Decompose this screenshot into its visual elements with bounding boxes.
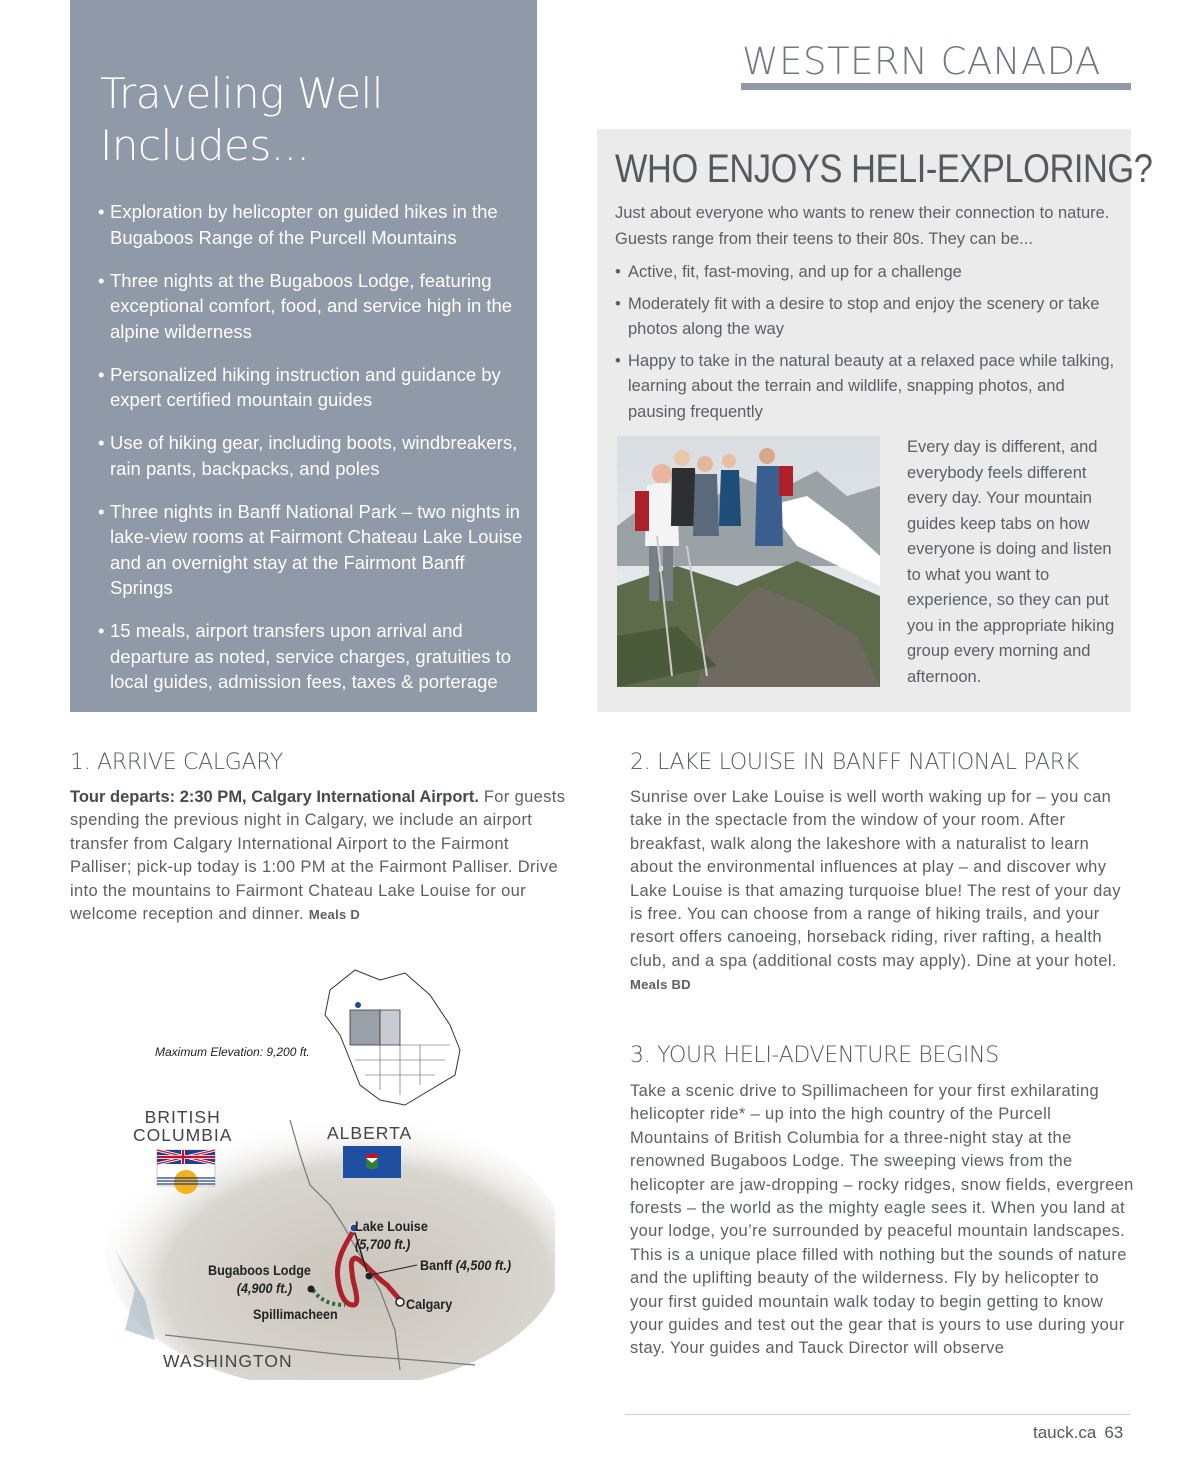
hikers-photo: [617, 436, 880, 687]
day-1-meals: Meals D: [308, 907, 361, 923]
list-item: • Personalized hiking instruction and guidance by expert certified mountain guides: [98, 363, 501, 410]
day-2-body: Sunrise over Lake Louise is well worth waking up for – you can take in the spectacle from the window of your room. After breakfast, walk along the lakeshore with a naturalist to learn about the environmental influences at play – and discover why Lake Louise is that amazing turquoise blue! The rest of your day is free. You can choose from a range of hiking trails, and your resort offers canoeing, horseback riding, river rafting, a health club, and a spa (additional costs may apply). Dine at your hotel. Meals BD: [630, 788, 1121, 993]
who-intro: Just about everyone who wants to renew their connection to nature. Guests range from their teens to their 80s. They can be...: [615, 204, 1110, 248]
day-3-title: 3. YOUR HELI-ADVENTURE BEGINS: [630, 1043, 999, 1068]
lake-louise-label: Lake Louise (5,700 ft.): [355, 1218, 428, 1252]
page-footer: [1033, 1423, 1123, 1443]
route-map: [95, 960, 555, 1380]
british-columbia-label: BRITISH COLUMBIA: [133, 1107, 233, 1145]
includes-title-line1: Traveling Well: [100, 69, 383, 118]
includes-title-line2: Includes...: [100, 121, 310, 170]
list-item: • Exploration by helicopter on guided hikes in the Bugaboos Range of the Purcell Mountains: [98, 201, 498, 248]
day-2-meals: Meals BD: [630, 977, 691, 993]
calgary-label: Calgary: [406, 1296, 453, 1312]
day-2-title: 2. LAKE LOUISE IN BANFF NATIONAL PARK: [630, 750, 1079, 775]
page-number: 63: [1104, 1423, 1124, 1442]
spillimacheen-label: Spillimacheen: [253, 1306, 338, 1322]
who-list: [615, 260, 1120, 431]
list-item: • Three nights at the Bugaboos Lodge, featuring exceptional comfort, food, and service high in the alpine wilderness: [98, 269, 513, 342]
includes-panel: [70, 0, 537, 712]
list-item: • Active, fit, fast-moving, and up for a challenge: [615, 263, 962, 281]
who-heading: WHO ENJOYS HELI-EXPLORING?: [615, 147, 1153, 191]
alberta-label: ALBERTA: [327, 1123, 413, 1143]
includes-list: [98, 199, 528, 712]
list-item: • Happy to take in the natural beauty at a relaxed pace while talking, learning about the terrain and wildlife, snapping photos, and pausing frequently: [615, 351, 1115, 421]
day-1-lead: Tour departs: 2:30 PM, Calgary International Airport.: [70, 788, 479, 806]
list-item: • Three nights in Banff National Park – two nights in lake-view rooms at Fairmont Chateau Lake Louise and an overnight stay at the Fairmont Banff Springs: [98, 500, 523, 598]
section-divider: [741, 83, 1131, 90]
bugaboos-lodge-label: Bugaboos Lodge (4,900 ft.): [208, 1262, 311, 1296]
day-1-title: 1. ARRIVE CALGARY: [70, 750, 284, 775]
day-1-body: Tour departs: 2:30 PM, Calgary International Airport. For guests spending the previous night in Calgary, we include an airport transfer from Calgary International Airport to the Fairmont Palliser; pick-up today is 1:00 PM at the Fairmont Palliser. Drive into the mountains to Fairmont Chateau Lake Louise for our welcome reception and dinner. Meals D: [70, 788, 566, 924]
footer-divider: [625, 1414, 1130, 1415]
washington-label: WASHINGTON: [163, 1351, 293, 1371]
banff-label: Banff (4,500 ft.): [420, 1257, 512, 1273]
max-elevation-label: Maximum Elevation: 9,200 ft.: [155, 1045, 310, 1059]
section-title: WESTERN CANADA: [742, 40, 1101, 83]
photo-caption: Every day is different, and everybody feels different every day. Your mountain guides keep tabs on how everyone is doing and listen to what you want to experience, so they can put you in the appropriate hiking group every morning and afternoon.: [907, 438, 1115, 686]
site-url: tauck.ca: [1033, 1423, 1097, 1442]
list-item: • 15 meals, airport transfers upon arrival and departure as noted, service charges, gratuities to local guides, admission fees, taxes & porterage: [98, 620, 512, 692]
day-3-body: Take a scenic drive to Spillimacheen for your first exhilarating helicopter ride* – up into the high country of the Purcell Mountains of British Columbia for a three-night stay at the renowned Bugaboos Lodge. The sweeping views from the helicopter are jaw-dropping – rocky ridges, snow fields, evergreen forests – the world as the mighty eagle sees it. When you land at your lodge, you’re surrounded by peaceful mountain landscapes. This is a unique place filled with nothing but the sounds of nature and the uplifting beauty of the wilderness. Fly by helicopter to your first guided mountain walk today to begin getting to know your guides and test out the gear that is yours to use during your stay. Your guides and Tauck Director will observe: [630, 1082, 1134, 1358]
list-item: • Moderately fit with a desire to stop and enjoy the scenery or take photos along the way: [615, 294, 1100, 338]
includes-title: [100, 68, 383, 172]
list-item: • Use of hiking gear, including boots, windbreakers, rain pants, backpacks, and poles: [98, 432, 518, 479]
who-enjoys-box: [597, 129, 1153, 712]
